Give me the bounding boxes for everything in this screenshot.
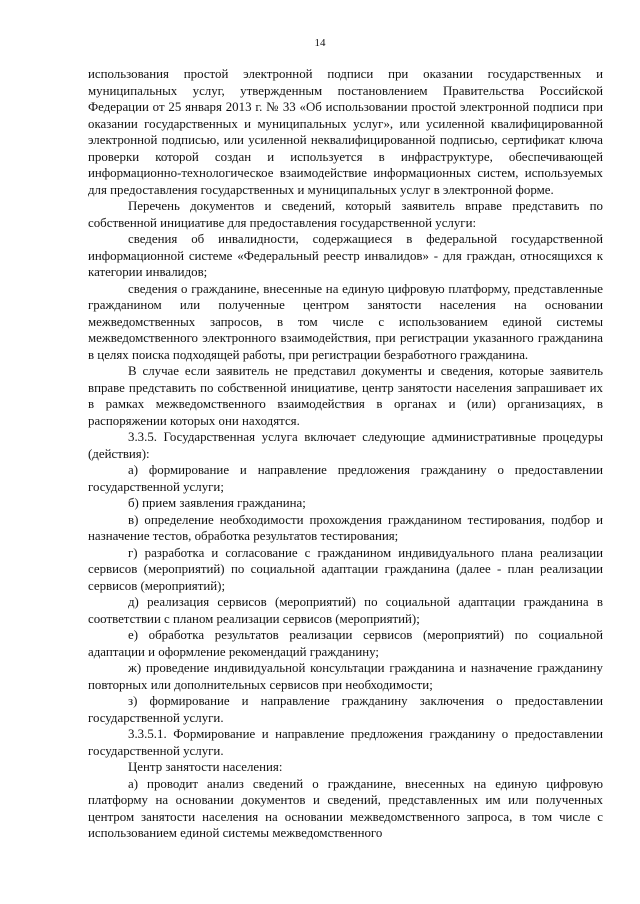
- list-item-e: е) обработка результатов реализации сервисов (мероприятий) по социальной адаптации и оформление рекомендаций гражданину;: [88, 628, 603, 659]
- paragraph-citizen-info: сведения о гражданине, внесенные на единую цифровую платформу, представленные гражданином или полученные центром занятости населения на основании межведомственных запросов, в том числе с использованием единой системы межведомственного электронного взаимодействия, при регистрации указанного гражданина в целях поиска подходящей работы, при регистрации безработного гражданина.: [88, 281, 603, 362]
- paragraph-analysis-item-a: а) проводит анализ сведений о гражданине, внесенных на единую цифровую платформу на основании документов и сведений, представленных им или полученных центром занятости населения на основании межведомственного запроса, в том числе с использованием единой системы межведомственного: [88, 776, 603, 840]
- page-number: 14: [314, 37, 326, 49]
- paragraph-optional-documents-list: Перечень документов и сведений, который заявитель вправе представить по собственной инициативе для предоставления государственной услуги:: [88, 199, 603, 230]
- paragraph-interagency-request: В случае если заявитель не представил документы и сведения, которые заявитель вправе представить по собственной инициативе, центр занятости населения запрашивает их в рамках межведомственного взаимодействия в органах и (или) организациях, в распоряжении которых они находятся.: [88, 364, 603, 428]
- paragraph-3-3-5-1: 3.3.5.1. Формирование и направление предложения гражданину о предоставлении государственной услуги.: [88, 727, 603, 758]
- list-item-a: а) формирование и направление предложения гражданину о предоставлении государственной услуги;: [88, 463, 603, 494]
- list-item-b: б) прием заявления гражданина;: [128, 496, 306, 510]
- document-body: [88, 66, 603, 842]
- list-item-d: д) реализация сервисов (мероприятий) по социальной адаптации гражданина в соответствии с планом реализации сервисов (мероприятий);: [88, 595, 603, 626]
- list-item-v: в) определение необходимости прохождения гражданином тестирования, подбор и назначение тестов, обработка результатов тестирования;: [88, 512, 603, 543]
- paragraph-employment-center: Центр занятости населения:: [128, 760, 283, 774]
- paragraph-disability-info: сведения об инвалидности, содержащиеся в федеральной государственной информационной системе «Федеральный реестр инвалидов» - для граждан, относящихся к категории инвалидов;: [88, 232, 603, 279]
- list-item-zh: ж) проведение индивидуальной консультации гражданина и назначение гражданину повторных или дополнительных сервисов при необходимости;: [88, 661, 603, 692]
- list-item-z: з) формирование и направление гражданину заключения о предоставлении государственной услуги.: [88, 694, 603, 725]
- paragraph-3-3-5: 3.3.5. Государственная услуга включает следующие административные процедуры (действия):: [88, 430, 603, 461]
- paragraph-signature-continuation: использования простой электронной подписи при оказании государственных и муниципальных услуг, утвержденным постановлением Правительства Российской Федерации от 25 января 2013 г. № 33 «Об использовании простой электронной подписи при оказании государственных и муниципальных услуг», или усиленной квалифицированной электронной подписью, или усиленной неквалифицированной подписью, сертификат ключа проверки которой создан и используется в инфраструктуре, обеспечивающей информационно-технологическое взаимодействие информационных систем, используемых для предоставления государственных и муниципальных услуг в электронной форме.: [88, 67, 603, 197]
- list-item-g: г) разработка и согласование с гражданином индивидуального плана реализации сервисов (мероприятий) по социальной адаптации гражданина (далее - план реализации сервисов (мероприятий);: [88, 545, 603, 593]
